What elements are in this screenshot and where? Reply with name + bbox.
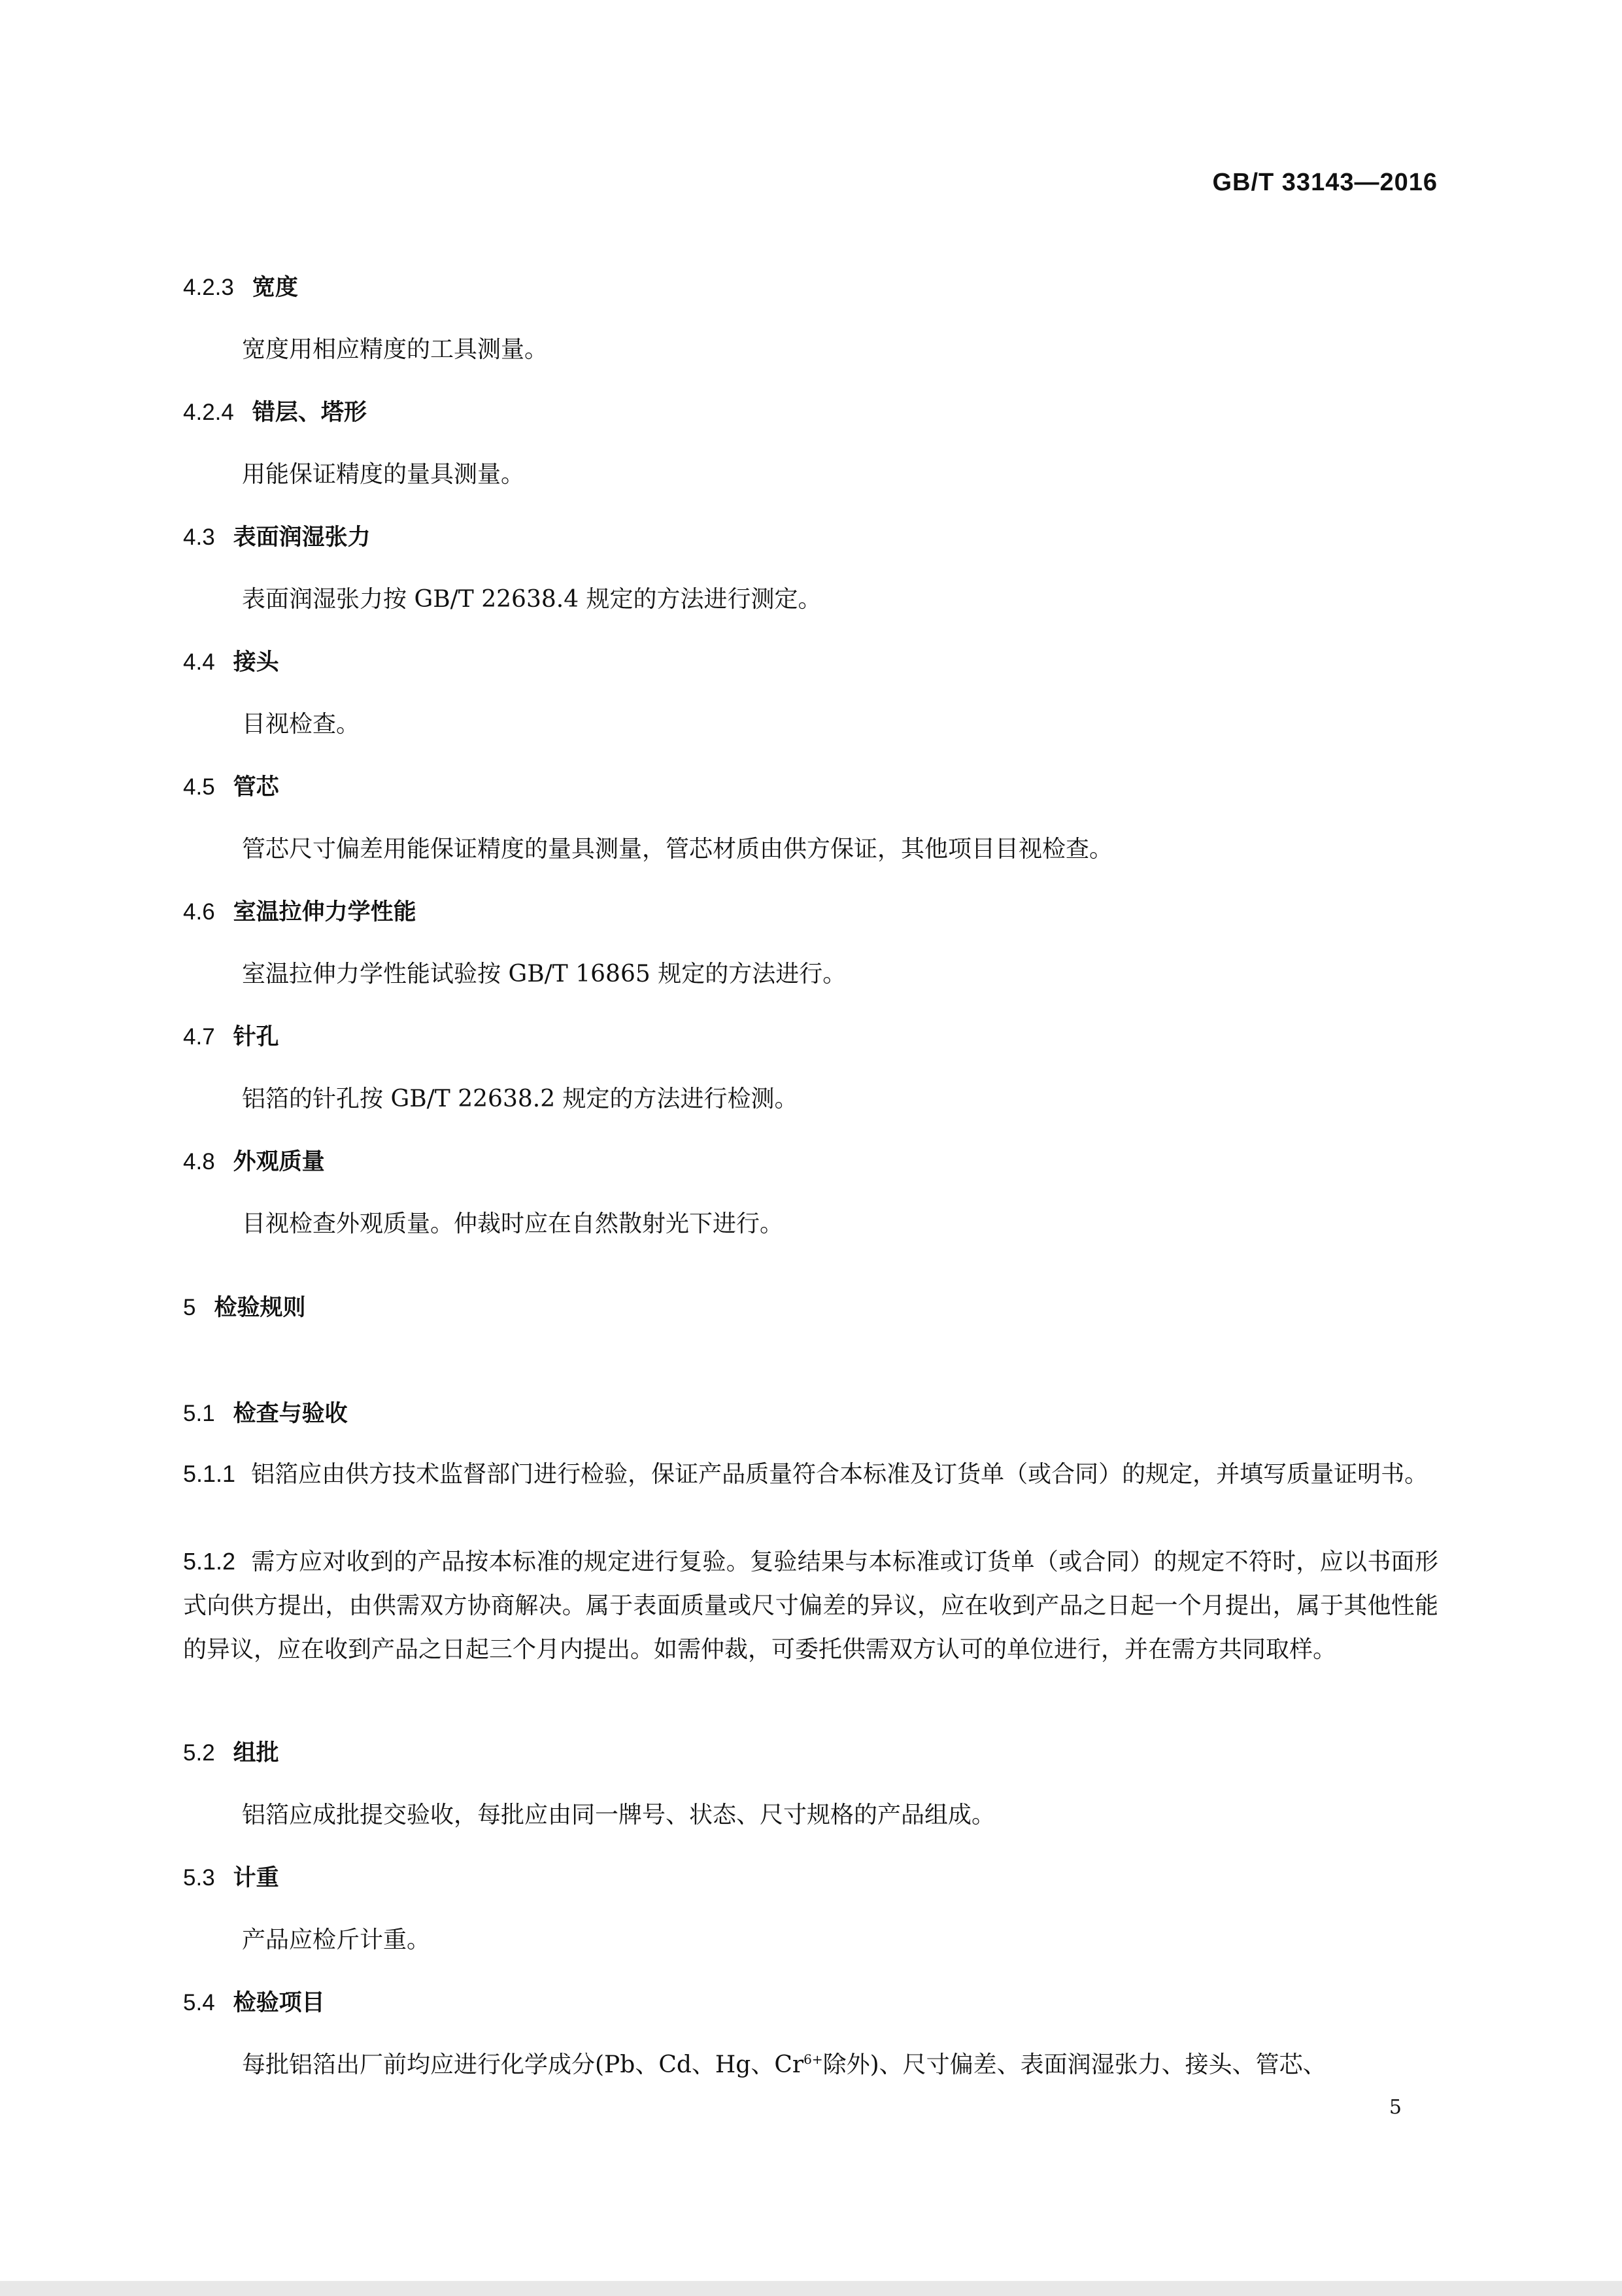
section-number: 5: [183, 1295, 196, 1320]
section-number: 5.1: [183, 1401, 215, 1426]
section-number: 4.2.4: [183, 400, 234, 425]
section-body-5-4: [242, 2046, 1326, 2080]
section-heading-5-2: [183, 1735, 279, 1768]
section-title: 外观质量: [233, 1149, 325, 1175]
clause-text: 需方应对收到的产品按本标准的规定进行复验。复验结果与本标准或订货单（或合同）的规定不符时，应以书面形式向供方提出，由供需双方协商解决。属于表面质量或尺寸偏差的异议，应在收到产品之日起一个月提出，属于其他性能的异议，应在收到产品之日起三个月内提出。如需仲裁，可委托供需双方认可的单位进行，并在需方共同取样。: [183, 1549, 1438, 1663]
section-body-4-8: 目视检查外观质量。仲裁时应在自然散射光下进行。: [242, 1210, 784, 1237]
section-number: 4.8: [183, 1149, 215, 1174]
section-heading-4-4: [183, 644, 279, 677]
section-body-5-2: 铝箔应成批提交验收，每批应由同一牌号、状态、尺寸规格的产品组成。: [242, 1802, 996, 1828]
section-title: 计重: [233, 1865, 279, 1891]
section-heading-4-8: [183, 1144, 325, 1176]
clause-number: 5.1.1: [183, 1460, 236, 1487]
clause-5-1-1: [183, 1452, 1438, 1496]
section-heading-4-7: [183, 1019, 279, 1052]
clause-text: 铝箔应由供方技术监督部门进行检验，保证产品质量符合本标准及订货单（或合同）的规定，并填写质量证明书。: [251, 1461, 1428, 1488]
section-heading-4-2-4: [183, 394, 367, 427]
page-number: 5: [1389, 2096, 1402, 2119]
section-body-4-5: 管芯尺寸偏差用能保证精度的量具测量，管芯材质由供方保证，其他项目目视检查。: [242, 836, 1113, 863]
superscript-charge: 6+: [803, 2051, 823, 2067]
section-title: 组批: [233, 1740, 279, 1766]
section-heading-5-1: [183, 1396, 348, 1428]
section-body-4-2-4: 用能保证精度的量具测量。: [242, 461, 525, 488]
section-number: 4.6: [183, 899, 215, 925]
section-title: 管芯: [233, 774, 279, 800]
body-text-after: 除外)、尺寸偏差、表面润湿张力、接头、管芯、: [822, 2051, 1326, 2078]
section-body-4-6: 室温拉伸力学性能试验按 GB/T 16865 规定的方法进行。: [242, 961, 847, 987]
section-number: 5.3: [183, 1865, 215, 1891]
page-bottom-edge: [0, 2281, 1622, 2296]
section-body-4-4: 目视检查。: [242, 711, 360, 738]
clause-number: 5.1.2: [183, 1548, 236, 1575]
section-title: 检验项目: [233, 1990, 325, 2016]
section-body-5-3: 产品应检斤计重。: [242, 1927, 431, 1953]
section-heading-4-5: [183, 769, 279, 802]
section-number: 4.2.3: [183, 275, 234, 300]
section-heading-5-3: [183, 1860, 279, 1893]
standard-code: GB/T 33143—2016: [1212, 169, 1438, 196]
section-title: 宽度: [252, 275, 298, 301]
section-heading-4-3: [183, 519, 371, 552]
section-title: 检验规则: [214, 1295, 306, 1321]
section-title: 表面润湿张力: [233, 524, 371, 551]
section-heading-4-2-3: [183, 269, 298, 302]
section-title: 检查与验收: [233, 1401, 348, 1427]
section-number: 4.7: [183, 1024, 215, 1050]
section-title: 针孔: [233, 1024, 279, 1050]
body-text-before: 每批铝箔出厂前均应进行化学成分(Pb、Cd、Hg、Cr: [242, 2051, 804, 2078]
section-title: 错层、塔形: [252, 400, 367, 426]
section-title: 接头: [233, 649, 279, 676]
section-body-4-2-3: 宽度用相应精度的工具测量。: [242, 336, 549, 363]
section-number: 5.4: [183, 1990, 215, 2015]
section-body-4-7: 铝箔的针孔按 GB/T 22638.2 规定的方法进行检测。: [242, 1086, 798, 1112]
section-heading-5-4: [183, 1985, 325, 2017]
section-number: 4.5: [183, 774, 215, 800]
section-body-4-3: 表面润湿张力按 GB/T 22638.4 规定的方法进行测定。: [242, 586, 822, 613]
section-number: 4.4: [183, 649, 215, 675]
section-title: 室温拉伸力学性能: [233, 899, 416, 925]
section-heading-4-6: [183, 894, 416, 927]
section-number: 5.2: [183, 1740, 215, 1766]
clause-5-1-2: [183, 1539, 1438, 1671]
section-number: 4.3: [183, 524, 215, 550]
chapter-heading-5: [183, 1290, 305, 1322]
